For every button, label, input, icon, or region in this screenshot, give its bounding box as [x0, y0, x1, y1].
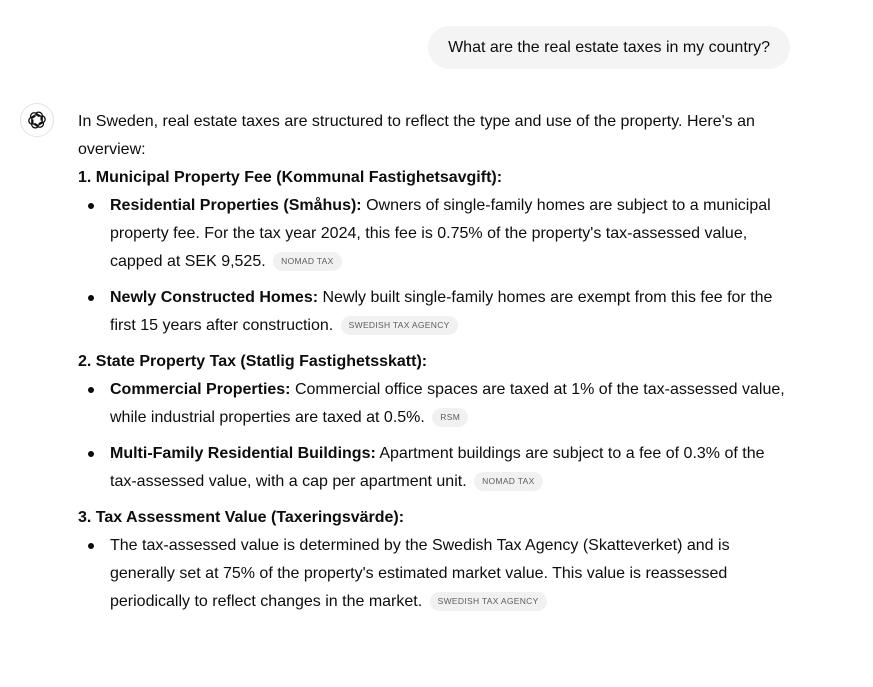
item-title: Newly Constructed Homes: [110, 289, 319, 306]
list-item [78, 532, 793, 616]
user-message-bubble: What are the real estate taxes in my country? [428, 26, 790, 69]
item-text: Commercial office spaces are taxed at 1% of the tax-assessed value, while industrial properties are taxed at 0.5%. [110, 381, 785, 426]
item-text: Apartment buildings are subject to a fee of 0.3% of the tax-assessed value, with a cap per apartment unit. [110, 445, 765, 490]
section-list-state-tax [78, 376, 793, 496]
source-citation-chip[interactable]: RSM [432, 408, 468, 427]
source-citation-chip[interactable]: NOMAD TAX [273, 252, 341, 271]
source-citation-chip[interactable]: SWEDISH TAX AGENCY [341, 316, 458, 335]
section-heading-municipal-fee: 1. Municipal Property Fee (Kommunal Fastighetsavgift): [78, 169, 503, 186]
openai-logo-icon [27, 110, 47, 130]
list-item [78, 192, 793, 276]
section-heading-state-tax: 2. State Property Tax (Statlig Fastighetsskatt): [78, 353, 428, 370]
section-list-municipal-fee [78, 192, 793, 340]
item-text: The tax-assessed value is determined by the Swedish Tax Agency (Skatteverket) and is generally set at 75% of the property's estimated market value. This value is reassessed periodically to reflect changes in the market. [110, 537, 730, 610]
assistant-avatar [20, 103, 54, 137]
item-title: Commercial Properties: [110, 381, 291, 398]
section-heading-assessment-value: 3. Tax Assessment Value (Taxeringsvärde): [78, 509, 405, 526]
item-text: Newly built single-family homes are exempt from this fee for the first 15 years after construction. [110, 289, 773, 334]
item-title: Multi-Family Residential Buildings: [110, 445, 376, 462]
list-item [78, 284, 793, 340]
item-title: Residential Properties (Småhus): [110, 197, 362, 214]
assistant-answer [78, 108, 793, 624]
section-list-assessment-value [78, 532, 793, 616]
source-citation-chip[interactable]: SWEDISH TAX AGENCY [430, 592, 547, 611]
list-item [78, 376, 793, 432]
source-citation-chip[interactable]: NOMAD TAX [474, 472, 542, 491]
list-item [78, 440, 793, 496]
item-text: Owners of single-family homes are subject to a municipal property fee. For the tax year 2024, this fee is 0.75% of the property's tax-assessed value, capped at SEK 9,525. [110, 197, 771, 270]
intro-paragraph: In Sweden, real estate taxes are structured to reflect the type and use of the property. Here's an overview: [78, 113, 755, 158]
